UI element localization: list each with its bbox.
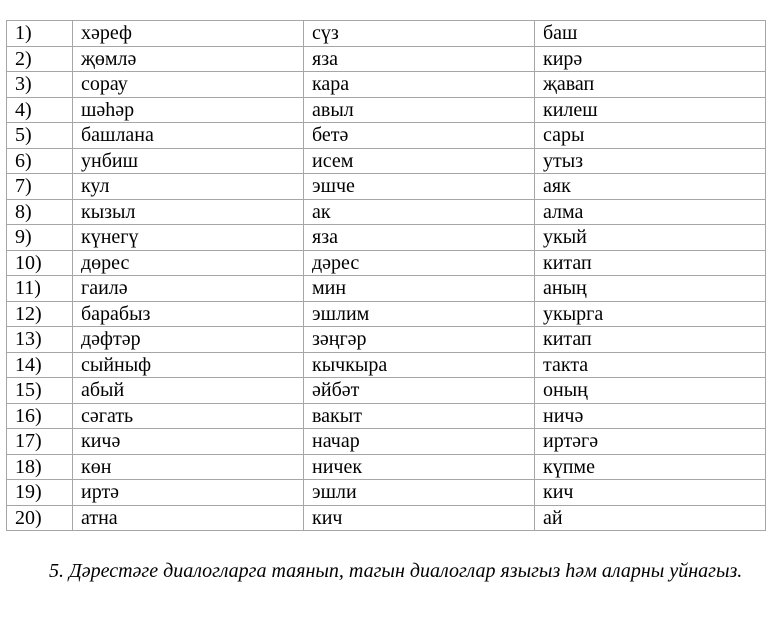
word-cell-col2: бетә [304, 123, 535, 149]
row-number-cell: 18) [7, 454, 73, 480]
word-cell-col2: мин [304, 276, 535, 302]
word-cell-col1: кул [73, 174, 304, 200]
table-row [7, 225, 766, 251]
word-cell-col3: күпме [535, 454, 766, 480]
word-cell-col3: оның [535, 378, 766, 404]
word-cell-col2: исем [304, 148, 535, 174]
row-number-cell: 5) [7, 123, 73, 149]
table-row [7, 454, 766, 480]
row-number-cell: 16) [7, 403, 73, 429]
word-cell-col2: кич [304, 505, 535, 531]
table-row [7, 276, 766, 302]
word-cell-col2: яза [304, 46, 535, 72]
word-cell-col3: китап [535, 250, 766, 276]
word-cell-col2: кара [304, 72, 535, 98]
word-cell-col1: дөрес [73, 250, 304, 276]
word-cell-col3: кирә [535, 46, 766, 72]
word-cell-col1: хәреф [73, 21, 304, 47]
row-number-cell: 1) [7, 21, 73, 47]
word-cell-col3: иртәгә [535, 429, 766, 455]
exercise-instruction: 5. Дәрестәге диалогларга таянып, тагын диалоглар языгыз һәм аларны уйнагыз. [49, 560, 743, 582]
word-cell-col1: кызыл [73, 199, 304, 225]
word-table-body [7, 21, 766, 531]
row-number-cell: 13) [7, 327, 73, 353]
word-cell-col1: барабыз [73, 301, 304, 327]
word-cell-col1: атна [73, 505, 304, 531]
word-cell-col3: такта [535, 352, 766, 378]
table-row [7, 148, 766, 174]
word-cell-col2: эшлим [304, 301, 535, 327]
word-cell-col1: дәфтәр [73, 327, 304, 353]
word-cell-col2: вакыт [304, 403, 535, 429]
table-row [7, 378, 766, 404]
word-cell-col2: ак [304, 199, 535, 225]
word-cell-col3: баш [535, 21, 766, 47]
row-number-cell: 10) [7, 250, 73, 276]
word-cell-col3: килеш [535, 97, 766, 123]
row-number-cell: 11) [7, 276, 73, 302]
word-cell-col3: укый [535, 225, 766, 251]
word-cell-col2: сүз [304, 21, 535, 47]
table-row [7, 505, 766, 531]
word-cell-col2: эшче [304, 174, 535, 200]
row-number-cell: 7) [7, 174, 73, 200]
word-cell-col2: начар [304, 429, 535, 455]
table-row [7, 174, 766, 200]
table-row [7, 403, 766, 429]
table-row [7, 199, 766, 225]
word-cell-col3: ничә [535, 403, 766, 429]
table-row [7, 123, 766, 149]
row-number-cell: 3) [7, 72, 73, 98]
word-cell-col3: алма [535, 199, 766, 225]
word-cell-col2: ничек [304, 454, 535, 480]
word-cell-col1: абый [73, 378, 304, 404]
table-row [7, 72, 766, 98]
table-row [7, 480, 766, 506]
row-number-cell: 19) [7, 480, 73, 506]
word-table [6, 20, 766, 531]
word-cell-col3: утыз [535, 148, 766, 174]
row-number-cell: 9) [7, 225, 73, 251]
word-cell-col3: аяк [535, 174, 766, 200]
word-cell-col3: укырга [535, 301, 766, 327]
word-cell-col1: башлана [73, 123, 304, 149]
word-cell-col3: аның [535, 276, 766, 302]
row-number-cell: 8) [7, 199, 73, 225]
word-cell-col3: кич [535, 480, 766, 506]
row-number-cell: 6) [7, 148, 73, 174]
word-cell-col1: сыйныф [73, 352, 304, 378]
row-number-cell: 4) [7, 97, 73, 123]
table-row [7, 21, 766, 47]
word-cell-col3: китап [535, 327, 766, 353]
word-cell-col1: иртә [73, 480, 304, 506]
word-cell-col1: күнегү [73, 225, 304, 251]
word-cell-col2: яза [304, 225, 535, 251]
word-cell-col2: авыл [304, 97, 535, 123]
word-cell-col1: унбиш [73, 148, 304, 174]
row-number-cell: 20) [7, 505, 73, 531]
table-row [7, 429, 766, 455]
table-row [7, 301, 766, 327]
word-cell-col1: кичә [73, 429, 304, 455]
row-number-cell: 17) [7, 429, 73, 455]
word-cell-col3: ай [535, 505, 766, 531]
word-cell-col2: кычкыра [304, 352, 535, 378]
word-cell-col3: сары [535, 123, 766, 149]
row-number-cell: 12) [7, 301, 73, 327]
word-cell-col1: җөмлә [73, 46, 304, 72]
table-row [7, 97, 766, 123]
row-number-cell: 2) [7, 46, 73, 72]
word-cell-col1: сорау [73, 72, 304, 98]
row-number-cell: 14) [7, 352, 73, 378]
word-cell-col1: көн [73, 454, 304, 480]
word-cell-col3: җавап [535, 72, 766, 98]
table-row [7, 352, 766, 378]
word-cell-col2: дәрес [304, 250, 535, 276]
table-row [7, 46, 766, 72]
word-cell-col2: эшли [304, 480, 535, 506]
word-cell-col2: әйбәт [304, 378, 535, 404]
word-cell-col1: сәгать [73, 403, 304, 429]
table-row [7, 250, 766, 276]
row-number-cell: 15) [7, 378, 73, 404]
word-cell-col1: шәһәр [73, 97, 304, 123]
word-cell-col1: гаилә [73, 276, 304, 302]
word-cell-col2: зәңгәр [304, 327, 535, 353]
table-row [7, 327, 766, 353]
